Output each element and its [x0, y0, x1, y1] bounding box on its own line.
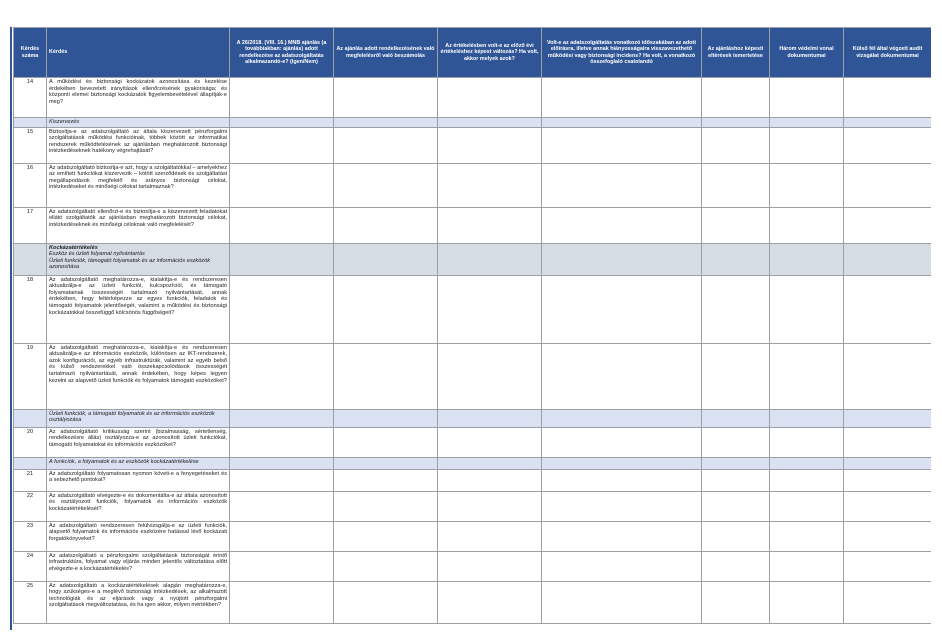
answer-cell[interactable]: [230, 275, 334, 343]
answer-cell[interactable]: [770, 427, 844, 457]
answer-cell[interactable]: [770, 207, 844, 243]
header-question: Kérdés: [47, 28, 230, 78]
answer-cell[interactable]: [230, 163, 334, 207]
answer-cell[interactable]: [542, 163, 702, 207]
answer-cell[interactable]: [438, 78, 542, 118]
answer-cell[interactable]: [844, 469, 932, 491]
table-header-row: [14, 28, 932, 78]
answer-cell[interactable]: [230, 207, 334, 243]
answer-cell[interactable]: [230, 491, 334, 521]
section-blank-cell: [438, 457, 542, 469]
questionnaire-table: [13, 27, 931, 624]
section-blank-cell: [334, 409, 438, 427]
answer-cell[interactable]: [844, 275, 932, 343]
question-row: [14, 78, 932, 118]
answer-cell[interactable]: [702, 551, 770, 581]
section-blank-cell: [702, 118, 770, 128]
answer-cell[interactable]: [702, 469, 770, 491]
question-row: [14, 275, 932, 343]
answer-cell[interactable]: [334, 551, 438, 581]
answer-cell[interactable]: [770, 163, 844, 207]
answer-cell[interactable]: [542, 521, 702, 551]
section-subtitle: Üzleti funkciók, támogató folyamatok és az információs eszközök azonosítása: [49, 257, 211, 271]
question-row: [14, 551, 932, 581]
answer-cell[interactable]: [438, 427, 542, 457]
answer-cell[interactable]: [438, 469, 542, 491]
answer-cell[interactable]: [230, 427, 334, 457]
question-text: Az adatszolgáltató a pénzforgalmi szolgáltatások biztonságát érintő infrastruktúra, folyamat vagy eljárás minden jelentős változtatása előtt elvégezte-e a kockázatértékelés?: [47, 551, 230, 581]
answer-cell[interactable]: [542, 581, 702, 623]
answer-cell[interactable]: [230, 469, 334, 491]
section-title-cell: [47, 409, 230, 427]
answer-cell[interactable]: [230, 127, 334, 163]
answer-cell[interactable]: [334, 207, 438, 243]
question-number: 22: [14, 491, 47, 521]
section-blank-cell: [334, 243, 438, 275]
answer-cell[interactable]: [844, 78, 932, 118]
answer-cell[interactable]: [844, 551, 932, 581]
question-text: Az adatszolgáltató a kockázatértékelések alapján meghatározza-e, hogy szükséges-e a meglévő biztonsági intézkedések, az alkalmazott technológiák és az eljárások vagy a nyújtott pénzforgalmi szolgáltatások megváltoztatása, és ha igen akkor, milyen mértékben?: [47, 581, 230, 623]
section-blank-cell: [770, 118, 844, 128]
answer-cell[interactable]: [770, 521, 844, 551]
section-blank-cell: [438, 243, 542, 275]
section-title-cell: [47, 457, 230, 469]
answer-cell[interactable]: [438, 581, 542, 623]
answer-cell[interactable]: [334, 343, 438, 409]
question-row: [14, 469, 932, 491]
section-blank-cell: [770, 243, 844, 275]
section-blank-cell: [230, 243, 334, 275]
question-text: A működési és biztonsági kockázatok azonosítása és kezelése érdekében bevezetett irányítások ellenőrzésének gyakorisága; és központi elemei biztonsági kockázatok figyelembevételével állapítják-e meg?: [47, 78, 230, 118]
answer-cell[interactable]: [334, 163, 438, 207]
section-blank-cell: [542, 118, 702, 128]
answer-cell[interactable]: [770, 343, 844, 409]
answer-cell[interactable]: [438, 127, 542, 163]
section-title: Üzleti funkciók, a támogató folyamatok és az információs eszközök osztályozása: [49, 410, 215, 424]
answer-cell[interactable]: [844, 127, 932, 163]
section-blank-cell: [770, 457, 844, 469]
question-row: [14, 343, 932, 409]
answer-cell[interactable]: [844, 343, 932, 409]
answer-cell[interactable]: [844, 491, 932, 521]
section-blank-cell: [542, 243, 702, 275]
answer-cell[interactable]: [844, 163, 932, 207]
answer-cell[interactable]: [542, 551, 702, 581]
section-row: [14, 243, 932, 275]
question-number: 18: [14, 275, 47, 343]
question-row: [14, 207, 932, 243]
question-number: 19: [14, 343, 47, 409]
question-number: 17: [14, 207, 47, 243]
answer-cell[interactable]: [770, 275, 844, 343]
answer-cell[interactable]: [770, 551, 844, 581]
answer-cell[interactable]: [542, 127, 702, 163]
answer-cell[interactable]: [230, 581, 334, 623]
answer-cell[interactable]: [702, 427, 770, 457]
answer-cell[interactable]: [438, 491, 542, 521]
answer-cell[interactable]: [542, 469, 702, 491]
header-incident: Volt-e az adatszolgáltatás vonatkozó időszakában az adott előírásra, illetve annak hiányosságaira visszavezethető működési vagy biztonsági incidens? Ha volt, a vonatkozó összefoglaló csatolandó: [542, 28, 702, 78]
header-external-audit: Külső fél által végzett audit vizsgálat dokumentumai: [844, 28, 932, 78]
header-applicable: A 26/2018. (VIII. 16.) MNB ajánlás (a továbbiakban: ajánlás) adott rendelkezése az adatszolgáltatás alkalmazandó-e? (Igen/Nem): [230, 28, 334, 78]
question-text: Az adatszolgáltató elvégezte-e és dokumentálta-e az általa azonosított és osztályozott funkciók, folyamatok és információs eszközök kockázatértékelését?: [47, 491, 230, 521]
question-text: Az adatszolgáltató meghatározza-e, kialakítja-e és rendszeresen aktualizálja-e az információs eszközök, különösen az IKT-rendszerek, azok konfigurációi, az egyéb infrastruktúrák, valamint az egyéb belső és külső rendszerekkel való összekapcsolódások összességét tartalmazó nyilvántartását, annak érdekében, hogy képes legyen kezelni az alapvető üzleti funkciók és folyamatok támogató eszközöket?: [47, 343, 230, 409]
section-blank-cell: [230, 409, 334, 427]
section-subtitle: Eszköz és üzleti folyamat nyilvántartás: [49, 251, 145, 258]
question-row: [14, 521, 932, 551]
answer-cell[interactable]: [770, 78, 844, 118]
section-blank-cell: [230, 457, 334, 469]
answer-cell[interactable]: [702, 78, 770, 118]
section-number-cell: [14, 243, 47, 275]
answer-cell[interactable]: [702, 127, 770, 163]
section-blank-cell: [702, 243, 770, 275]
section-blank-cell: [438, 118, 542, 128]
question-number: 21: [14, 469, 47, 491]
answer-cell[interactable]: [702, 581, 770, 623]
section-blank-cell: [438, 409, 542, 427]
section-title: Kiszervezés: [49, 119, 80, 125]
answer-cell[interactable]: [542, 275, 702, 343]
answer-cell[interactable]: [334, 427, 438, 457]
question-row: [14, 581, 932, 623]
section-row: [14, 118, 932, 128]
question-number: 25: [14, 581, 47, 623]
section-blank-cell: [334, 118, 438, 128]
answer-cell[interactable]: [334, 127, 438, 163]
answer-cell[interactable]: [702, 275, 770, 343]
header-compliance: Az ajánlás adott rendelkezésének való megfelelésről való beszámolás: [334, 28, 438, 78]
answer-cell[interactable]: [844, 521, 932, 551]
answer-cell[interactable]: [844, 207, 932, 243]
question-text: Az adatszolgáltató kritikusság szerint (bizalmasság, sértetlenség, rendelkezésre állás) osztályozza-e az azonosított üzleti funkciókat, támogató folyamatokat és információs eszközöket?: [47, 427, 230, 457]
answer-cell[interactable]: [334, 78, 438, 118]
answer-cell[interactable]: [334, 581, 438, 623]
answer-cell[interactable]: [770, 581, 844, 623]
answer-cell[interactable]: [770, 491, 844, 521]
header-change: Az értékelésben volt-e az előző évi értékeléshez képest változás? Ha volt, akkor melyek azok?: [438, 28, 542, 78]
question-number: 15: [14, 127, 47, 163]
answer-cell[interactable]: [702, 207, 770, 243]
answer-cell[interactable]: [438, 551, 542, 581]
section-blank-cell: [230, 118, 334, 128]
answer-cell[interactable]: [438, 275, 542, 343]
answer-cell[interactable]: [230, 551, 334, 581]
answer-cell[interactable]: [438, 163, 542, 207]
section-blank-cell: [702, 457, 770, 469]
answer-cell[interactable]: [230, 343, 334, 409]
answer-cell[interactable]: [542, 343, 702, 409]
question-row: [14, 491, 932, 521]
section-blank-cell: [702, 409, 770, 427]
answer-cell[interactable]: [542, 78, 702, 118]
section-number-cell: [14, 409, 47, 427]
answer-cell[interactable]: [542, 207, 702, 243]
question-text: Biztosítja-e az adatszolgáltató az általa kiszervezett pénzforgalmi szolgáltatások működési funkcióinak, többek között az informatikai rendszerek működtetésének az ajánlásban meghatározott biztonsági intézkedéseknek hatékony végrehajtását?: [47, 127, 230, 163]
section-blank-cell: [844, 409, 932, 427]
question-row: [14, 163, 932, 207]
question-row: [14, 427, 932, 457]
question-number: 20: [14, 427, 47, 457]
header-defense-lines: Három védelmi vonal dokumentumai: [770, 28, 844, 78]
section-blank-cell: [770, 409, 844, 427]
question-number: 24: [14, 551, 47, 581]
section-title-cell: [47, 118, 230, 128]
answer-cell[interactable]: [702, 521, 770, 551]
section-blank-cell: [542, 409, 702, 427]
answer-cell[interactable]: [230, 521, 334, 551]
header-question-number: Kérdés száma: [14, 28, 47, 78]
question-text: Az adatszolgáltató rendszeresen felülvizsgálja-e az üzleti funkciók, alapvető folyamatok és információs eszközére hatással lévő kockázati forgatókönyveket?: [47, 521, 230, 551]
answer-cell[interactable]: [542, 491, 702, 521]
section-row: [14, 409, 932, 427]
question-number: 16: [14, 163, 47, 207]
answer-cell[interactable]: [334, 469, 438, 491]
section-title: Kockázatértékelés: [49, 244, 98, 251]
header-deviation: Az ajánláshoz képesti eltérések ismertetése: [702, 28, 770, 78]
answer-cell[interactable]: [438, 521, 542, 551]
section-row: [14, 457, 932, 469]
section-blank-cell: [844, 118, 932, 128]
question-number: 14: [14, 78, 47, 118]
section-number-cell: [14, 118, 47, 128]
answer-cell[interactable]: [702, 491, 770, 521]
section-blank-cell: [844, 457, 932, 469]
answer-cell[interactable]: [334, 491, 438, 521]
answer-cell[interactable]: [702, 163, 770, 207]
table-body: [14, 78, 932, 624]
answer-cell[interactable]: [702, 343, 770, 409]
section-title-cell: [47, 243, 230, 275]
answer-cell[interactable]: [844, 427, 932, 457]
section-number-cell: [14, 457, 47, 469]
answer-cell[interactable]: [334, 275, 438, 343]
question-text: Az adatszolgáltató folyamatosan nyomon követi-e a fenyegetéseket és a sebezhető pontokat?: [47, 469, 230, 491]
question-text: Az adatszolgáltató ellenőrzi-e és biztosítja-e a kiszervezett feladatokat ellátó szolgáltatók az ajánlásban meghatározott biztonsági célokat, intézkedéseknek és minőségi céloknak való megfelelését?: [47, 207, 230, 243]
page-left-border: [10, 27, 12, 630]
section-blank-cell: [542, 457, 702, 469]
question-text: Az adatszolgáltató meghatározza-e, kialakítja-e és rendszeresen aktualizálja-e az üzleti funkciói, kulcspozíciói, és támogató folyamatainak összességét tartalmazó nyilvántartását, annak érdekében, hogy feltérképezze az egyes funkciók, feladatok és támogató folyamatok jelentőségét, valamint a működési és biztonsági kockázatokkal összefüggő kölcsönös függőségeit?: [47, 275, 230, 343]
answer-cell[interactable]: [770, 127, 844, 163]
section-title: A funkciók, a folyamatok és az eszközök kockázatértékelése: [49, 458, 199, 465]
answer-cell[interactable]: [230, 78, 334, 118]
answer-cell[interactable]: [542, 427, 702, 457]
question-text: Az adatszolgáltató biztosítja-e azt, hogy a szolgáltatókkal – amelyekhez az említett funkciókat kiszervezik – kötött szerződések és szolgáltatási megállapodások megfelelő és arányos biztonsági célokat, intézkedéseket és minőségi célokat tartalmaznak?: [47, 163, 230, 207]
answer-cell[interactable]: [438, 207, 542, 243]
answer-cell[interactable]: [334, 521, 438, 551]
answer-cell[interactable]: [844, 581, 932, 623]
section-blank-cell: [334, 457, 438, 469]
question-row: [14, 127, 932, 163]
answer-cell[interactable]: [770, 469, 844, 491]
questionnaire-sheet: [13, 27, 931, 630]
section-blank-cell: [844, 243, 932, 275]
answer-cell[interactable]: [438, 343, 542, 409]
question-number: 23: [14, 521, 47, 551]
